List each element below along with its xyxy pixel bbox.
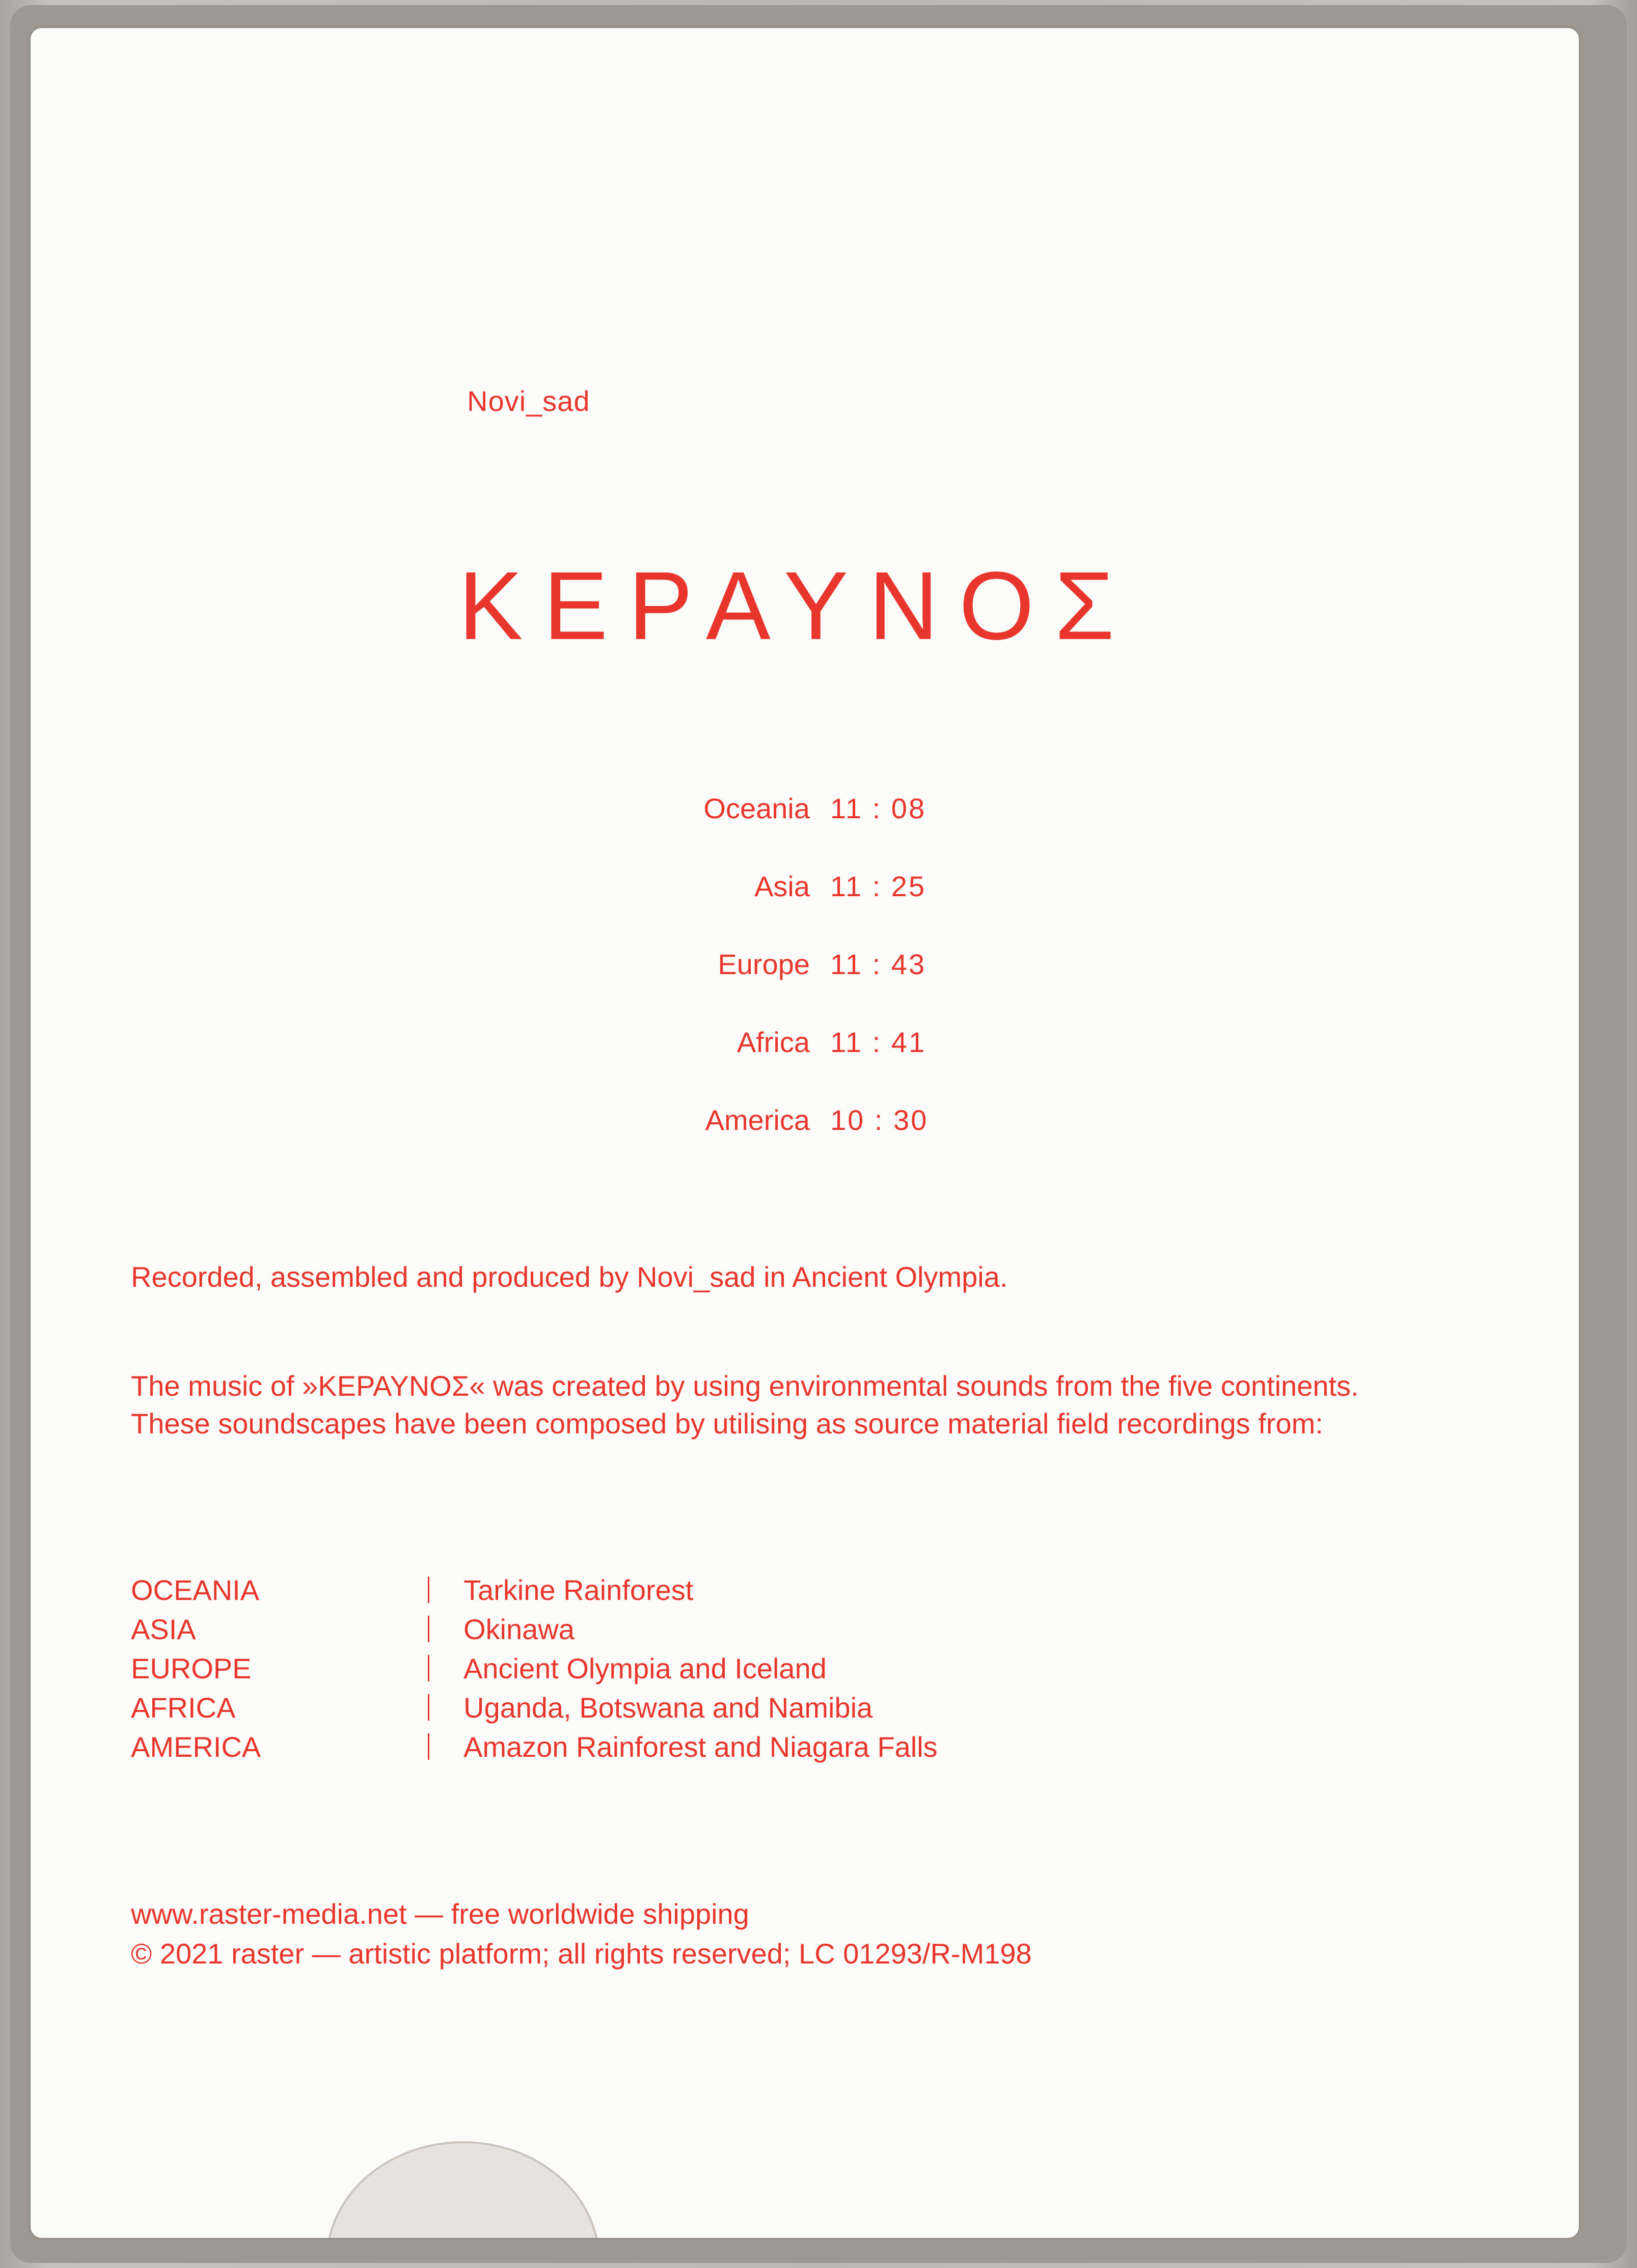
footer-copyright-line: © 2021 raster — artistic platform; all rights reserved; LC 01293/R-M198 bbox=[131, 1938, 1032, 1970]
track-row bbox=[540, 1103, 998, 1181]
source-region: ASIA bbox=[131, 1613, 196, 1645]
source-region: OCEANIA bbox=[131, 1574, 260, 1606]
source-place: Amazon Rainforest and Niagara Falls bbox=[463, 1731, 938, 1763]
source-region: AFRICA bbox=[131, 1692, 236, 1724]
track-duration: 11 : 43 bbox=[830, 948, 926, 980]
source-region: EUROPE bbox=[131, 1652, 252, 1684]
track-row bbox=[540, 1026, 998, 1103]
footer-website-line: www.raster-media.net — free worldwide shipping bbox=[131, 1898, 749, 1930]
track-row bbox=[540, 870, 998, 948]
artist-name: Novi_sad bbox=[467, 385, 590, 417]
source-row bbox=[131, 1573, 1150, 1613]
track-duration: 10 : 30 bbox=[830, 1104, 929, 1136]
source-place: Uganda, Botswana and Namibia bbox=[463, 1692, 873, 1724]
track-name: Africa bbox=[736, 1026, 810, 1058]
track-duration: 11 : 08 bbox=[830, 792, 926, 824]
source-region: AMERICA bbox=[131, 1731, 261, 1763]
album-title: ΚΕΡΑΥΝΟΣ bbox=[458, 552, 1135, 660]
production-credit: Recorded, assembled and produced by Novi_sad in Ancient Olympia. bbox=[131, 1261, 1008, 1293]
track-duration: 11 : 41 bbox=[830, 1026, 926, 1058]
source-row bbox=[131, 1691, 1150, 1730]
track-duration: 11 : 25 bbox=[830, 870, 926, 902]
divider bbox=[428, 1694, 429, 1721]
source-row bbox=[131, 1652, 1150, 1691]
tracklist bbox=[540, 792, 998, 1181]
footer bbox=[131, 1894, 1032, 1974]
source-place: Tarkine Rainforest bbox=[463, 1574, 694, 1606]
track-row bbox=[540, 948, 998, 1026]
source-row bbox=[131, 1613, 1150, 1652]
source-row bbox=[131, 1730, 1150, 1769]
liner-card bbox=[31, 28, 1579, 2238]
source-list bbox=[131, 1573, 1150, 1769]
source-place: Ancient Olympia and Iceland bbox=[463, 1652, 827, 1684]
thumb-notch bbox=[326, 2141, 600, 2238]
track-name: America bbox=[705, 1104, 810, 1136]
track-name: Europe bbox=[718, 948, 810, 980]
track-name: Asia bbox=[754, 870, 810, 902]
divider bbox=[428, 1655, 429, 1681]
divider bbox=[428, 1733, 429, 1760]
description-text: The music of »ΚΕΡΑΥΝΟΣ« was created by using environmental sounds from the five continents. These soundscapes have been composed by utilising as source material field recordings from: bbox=[131, 1370, 1359, 1440]
track-name: Oceania bbox=[703, 792, 810, 824]
track-row bbox=[540, 792, 998, 870]
source-place: Okinawa bbox=[463, 1613, 575, 1645]
divider bbox=[428, 1616, 429, 1642]
divider bbox=[428, 1576, 429, 1603]
